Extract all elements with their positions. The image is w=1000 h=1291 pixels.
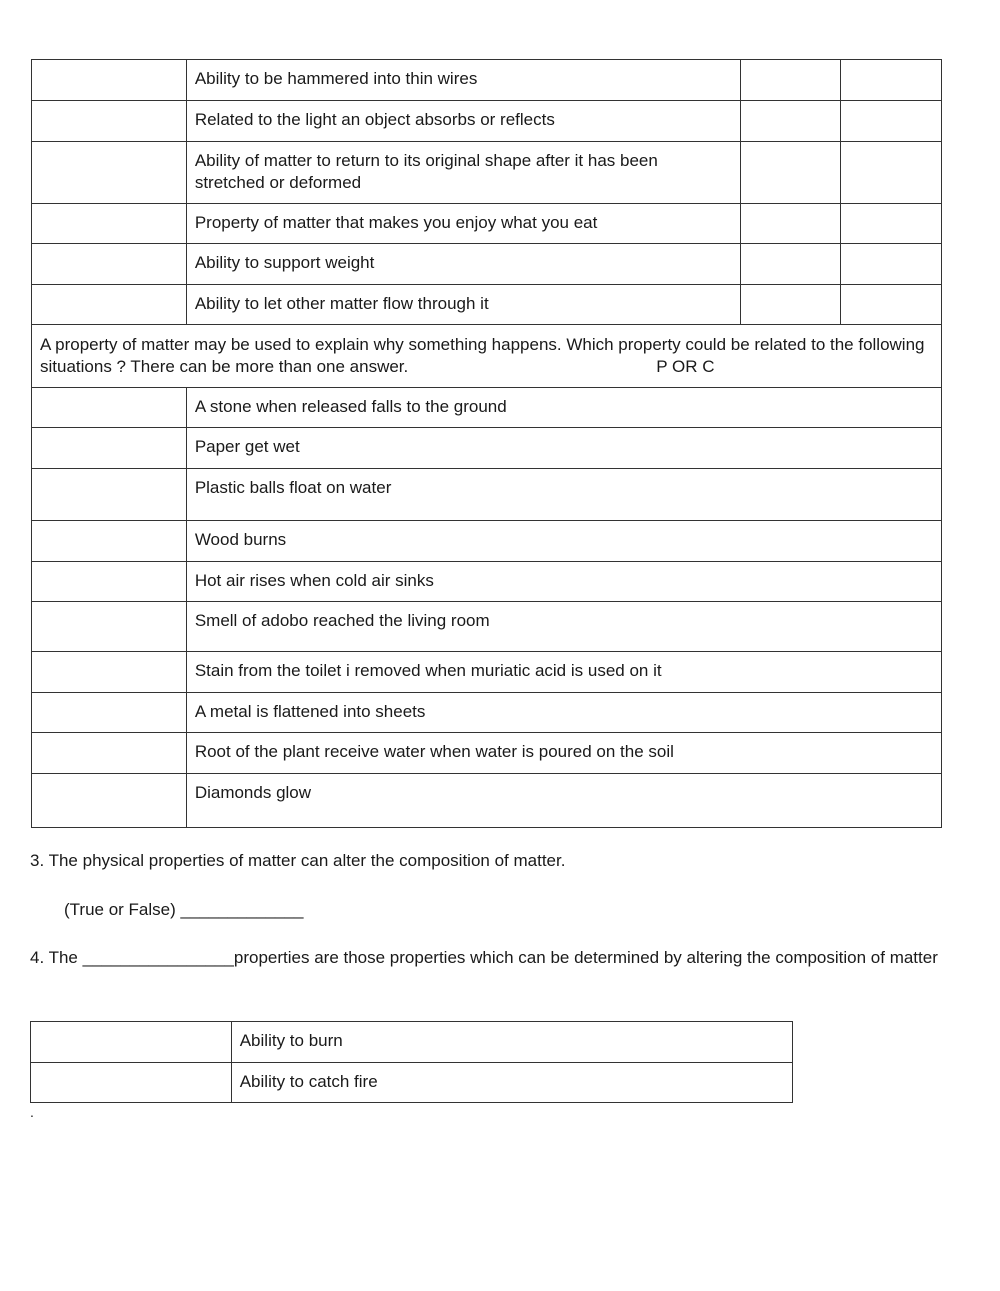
table-row <box>31 1063 793 1103</box>
situation-description: A metal is flattened into sheets <box>186 693 941 733</box>
answer-cell[interactable] <box>32 101 187 142</box>
answer-cell-p[interactable] <box>741 204 841 244</box>
answer-cell-c[interactable] <box>841 285 942 325</box>
situation-description: Paper get wet <box>186 428 941 469</box>
chemical-properties-table <box>30 1021 793 1103</box>
answer-cell[interactable] <box>32 388 187 428</box>
table-row <box>32 101 942 142</box>
answer-cell[interactable] <box>32 652 187 693</box>
property-description: Ability to let other matter flow through it <box>186 285 740 325</box>
answer-input[interactable] <box>31 1025 231 1043</box>
table-row <box>32 693 942 733</box>
property-description: Property of matter that makes you enjoy what you eat <box>186 204 740 244</box>
question-3-text: 3. The physical properties of matter can alter the composition of matter. <box>30 851 566 870</box>
table-row <box>32 244 942 285</box>
answer-cell[interactable] <box>32 142 187 204</box>
table-row <box>32 469 942 521</box>
property-description: Related to the light an object absorbs or reflects <box>186 101 740 142</box>
answer-cell-p[interactable] <box>741 285 841 325</box>
situation-description: Hot air rises when cold air sinks <box>186 562 941 602</box>
answer-cell-c[interactable] <box>841 60 942 101</box>
answer-input[interactable] <box>32 145 186 163</box>
property-description: Ability to support weight <box>186 244 740 285</box>
situation-description: Stain from the toilet i removed when muriatic acid is used on it <box>186 652 941 693</box>
table-row <box>32 774 942 828</box>
situation-description: Wood burns <box>186 521 941 562</box>
answer-input[interactable] <box>32 736 186 754</box>
answer-input[interactable] <box>32 63 186 81</box>
answer-input[interactable] <box>31 1066 231 1084</box>
answer-cell-p[interactable] <box>741 60 841 101</box>
property-description: Ability to catch fire <box>231 1063 792 1103</box>
answer-cell-c[interactable] <box>841 101 942 142</box>
answer-input[interactable] <box>32 247 186 265</box>
table-row <box>32 562 942 602</box>
question-4-text: 4. The ________________properties are those properties which can be determined by altering the composition of matter <box>30 948 938 967</box>
answer-input[interactable] <box>32 288 186 306</box>
property-description: Ability to burn <box>231 1022 792 1063</box>
table-row <box>32 142 942 204</box>
answer-input[interactable] <box>32 472 186 490</box>
answer-cell[interactable] <box>32 733 187 774</box>
answer-cell[interactable] <box>32 244 187 285</box>
situation-description: Plastic balls float on water <box>186 469 941 521</box>
question-3-answer-prompt[interactable]: (True or False) _____________ <box>64 900 304 919</box>
answer-input[interactable] <box>32 605 186 623</box>
answer-cell-c[interactable] <box>841 142 942 204</box>
answer-input[interactable] <box>32 524 186 542</box>
answer-cell[interactable] <box>32 562 187 602</box>
situation-description: Smell of adobo reached the living room <box>186 602 941 652</box>
answer-cell-c[interactable] <box>841 244 942 285</box>
table-row <box>32 428 942 469</box>
properties-table <box>31 59 942 828</box>
answer-input[interactable] <box>32 655 186 673</box>
table-row <box>32 285 942 325</box>
situation-description: A stone when released falls to the ground <box>186 388 941 428</box>
answer-cell[interactable] <box>32 469 187 521</box>
intro-text: A property of matter may be used to explain why something happens. Which property could be related to the following situations ? There can be more than one answer. <box>40 335 925 376</box>
situation-description: Diamonds glow <box>186 774 941 828</box>
answer-input[interactable] <box>32 777 186 795</box>
table-row <box>32 652 942 693</box>
footer-dot: . <box>30 1104 34 1120</box>
property-description: Ability of matter to return to its original shape after it has been stretched or deformed <box>186 142 740 204</box>
intro-row <box>32 325 942 388</box>
p-or-c-label: P OR C <box>656 357 715 376</box>
answer-cell[interactable] <box>31 1022 232 1063</box>
answer-cell[interactable] <box>32 60 187 101</box>
answer-input[interactable] <box>32 104 186 122</box>
table-row <box>32 521 942 562</box>
table-row <box>31 1022 793 1063</box>
answer-input[interactable] <box>32 207 186 225</box>
answer-input[interactable] <box>32 565 186 583</box>
table-row <box>32 388 942 428</box>
answer-cell[interactable] <box>32 285 187 325</box>
answer-input[interactable] <box>32 696 186 714</box>
answer-cell[interactable] <box>32 521 187 562</box>
intro-instructions <box>32 325 942 388</box>
answer-cell[interactable] <box>31 1063 232 1103</box>
table-row <box>32 60 942 101</box>
table-row <box>32 733 942 774</box>
table-row <box>32 602 942 652</box>
answer-cell[interactable] <box>32 204 187 244</box>
answer-cell[interactable] <box>32 693 187 733</box>
answer-cell-p[interactable] <box>741 101 841 142</box>
table-row <box>32 204 942 244</box>
property-description: Ability to be hammered into thin wires <box>186 60 740 101</box>
answer-input[interactable] <box>32 391 186 409</box>
answer-cell-p[interactable] <box>741 142 841 204</box>
answer-cell[interactable] <box>32 428 187 469</box>
situation-description: Root of the plant receive water when water is poured on the soil <box>186 733 941 774</box>
answer-input[interactable] <box>32 431 186 449</box>
answer-cell[interactable] <box>32 774 187 828</box>
answer-cell[interactable] <box>32 602 187 652</box>
answer-cell-c[interactable] <box>841 204 942 244</box>
answer-cell-p[interactable] <box>741 244 841 285</box>
